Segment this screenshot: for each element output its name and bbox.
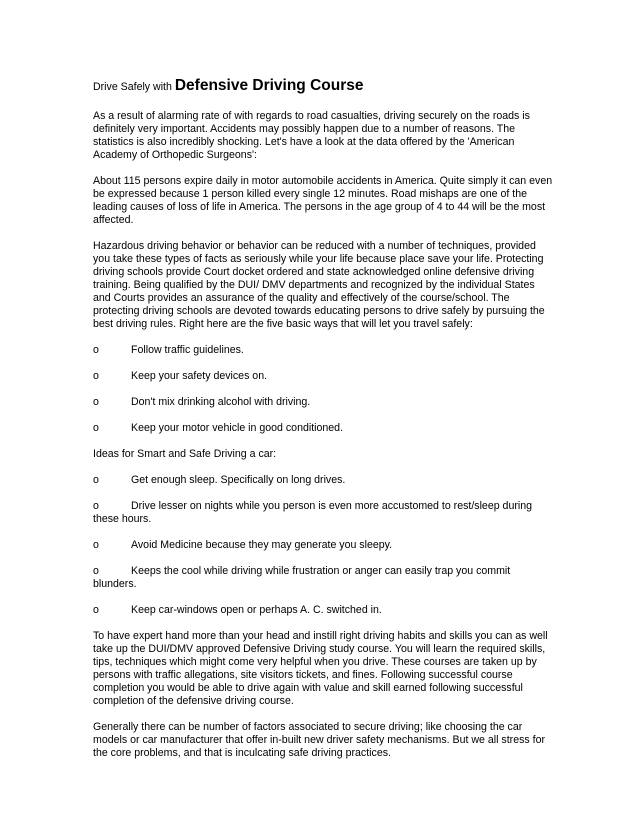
list-item-text: Follow traffic guidelines. [131, 344, 244, 356]
list-item-text: Get enough sleep. Specifically on long drives. [131, 474, 346, 486]
list-item-text: Don't mix drinking alcohol with driving. [131, 396, 311, 408]
bullet-mark: o [93, 344, 99, 356]
list-item [93, 500, 553, 526]
bullet-mark: o [93, 604, 99, 616]
paragraph-conclusion: Generally there can be number of factors associated to secure driving; like choosing the car models or car manufacturer that offer in-built new driver safety mechanisms. But we all stress for the core problems, and that is inculcating safe driving practices. [93, 721, 545, 759]
paragraph-schools: Hazardous driving behavior or behavior can be reduced with a number of techniques, provided you take these types of facts as seriously while your life because place save your life. Protecting driving schools provide Court docket ordered and state acknowledged online defensive driving training. Being qualified by the DUI/ DMV departments and recognized by the individual States and Courts provides an assurance of the quality and effectively of the course/school. The protecting driving schools are devoted towards educating persons to drive safely by pursuing the best driving rules. Right here are the five basic ways that will let you travel safely: [93, 240, 545, 330]
list-item [93, 604, 553, 617]
bullet-mark: o [93, 500, 99, 512]
bullet-mark: o [93, 422, 99, 434]
paragraph-course: To have expert hand more than your head and instill right driving habits and skills you can as well take up the DUI/DMV approved Defensive Driving study course. You will learn the required skills, tips, techniques which might come very helpful when you drive. These courses are taken up by persons with traffic allegations, site visitors tickets, and fines. Following successful course completion you would be able to drive again with value and skill earned following successful completion of the defensive driving course. [93, 630, 548, 707]
paragraph-statistics: About 115 persons expire daily in motor automobile accidents in America. Quite simply it can even be expressed because 1 person killed every single 12 minutes. Road mishaps are one of the leading causes of loss of life in America. The persons in the age group of 4 to 44 will be the most affected. [93, 175, 553, 226]
list-item-text: Avoid Medicine because they may generate you sleepy. [131, 539, 393, 551]
list-item-text: Keep car-windows open or perhaps A. C. switched in. [131, 604, 382, 616]
ideas-heading: Ideas for Smart and Safe Driving a car: [93, 448, 277, 460]
bullet-mark: o [93, 396, 99, 408]
list-item-text: Keep your motor vehicle in good conditioned. [131, 422, 344, 434]
list-item-text: Drive lesser on nights while you person is even more accustomed to rest/sleep during these hours. [93, 500, 532, 525]
bullet-mark: o [93, 370, 99, 382]
bullet-mark: o [93, 474, 99, 486]
document-title [93, 77, 553, 96]
list-item-text: Keep your safety devices on. [131, 370, 268, 382]
list-item [93, 344, 553, 357]
title-main: Defensive Driving Course [174, 77, 364, 94]
list-item [93, 422, 553, 435]
list-item [93, 370, 553, 383]
list-item-text: Keeps the cool while driving while frustration or anger can easily trap you commit blunders. [93, 565, 511, 590]
list-item [93, 396, 553, 409]
bullet-mark: o [93, 539, 99, 551]
document-page [93, 77, 553, 773]
list-item [93, 474, 553, 487]
bullet-mark: o [93, 565, 99, 577]
list-item [93, 565, 553, 591]
title-prefix: Drive Safely with [93, 81, 172, 93]
list-item [93, 539, 553, 552]
paragraph-intro: As a result of alarming rate of with regards to road casualties, driving securely on the roads is definitely very important. Accidents may possibly happen due to a number of reasons. The statistics is also incredibly shocking. Let's have a look at the data offered by the 'American Academy of Orthopedic Surgeons': [93, 110, 530, 161]
